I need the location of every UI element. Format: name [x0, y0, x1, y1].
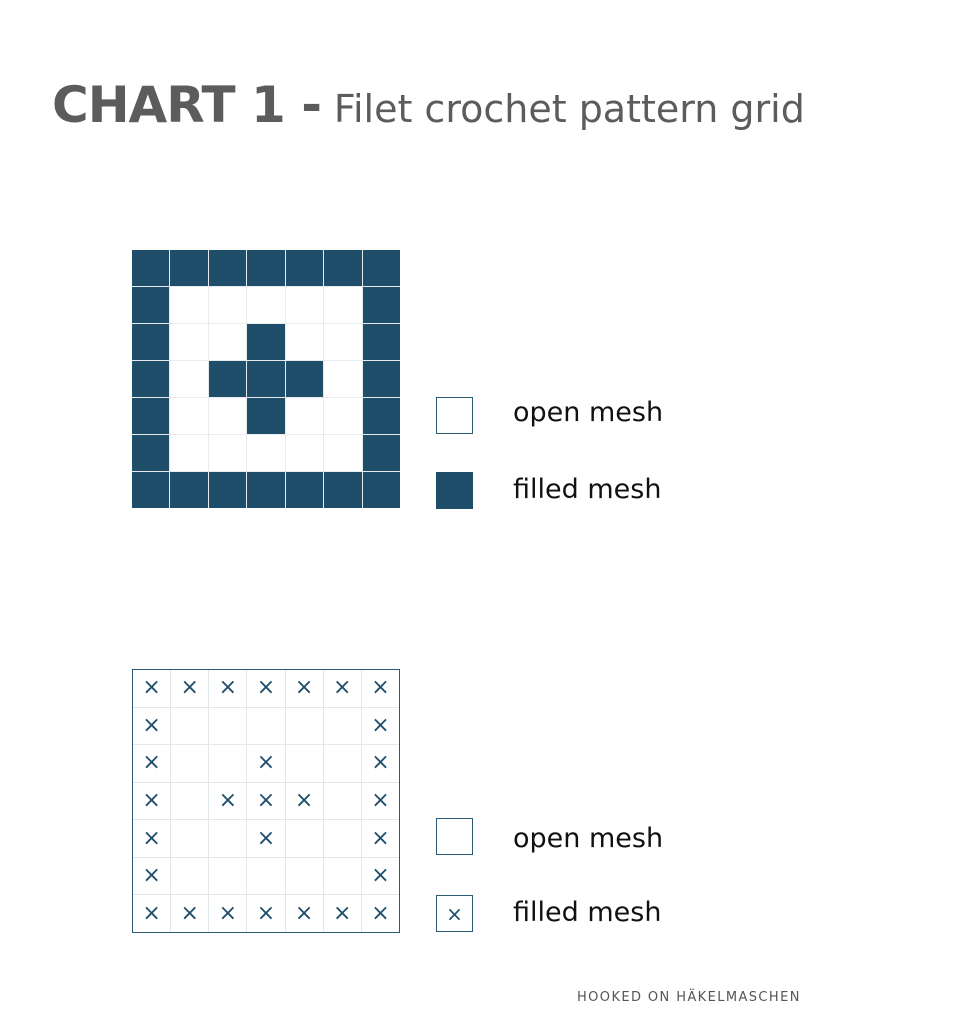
legend-cross-swatch	[436, 895, 473, 932]
open-mesh-cell	[324, 820, 361, 857]
open-mesh-cell	[286, 820, 323, 857]
cross-mesh-cell: ×	[133, 708, 170, 745]
filled-mesh-cell	[132, 250, 169, 286]
cross-mesh-cell: ×	[362, 820, 399, 857]
open-mesh-cell	[209, 398, 246, 434]
cross-mesh-cell: ×	[362, 858, 399, 895]
filled-mesh-cell	[363, 287, 400, 323]
filled-mesh-cell	[247, 361, 284, 397]
open-mesh-cell	[247, 708, 284, 745]
filled-mesh-cell	[286, 361, 323, 397]
cross-mesh-cell: ×	[133, 783, 170, 820]
open-mesh-cell	[209, 820, 246, 857]
open-mesh-cell	[209, 708, 246, 745]
open-mesh-cell	[170, 398, 207, 434]
cross-mesh-cell: ×	[362, 783, 399, 820]
open-mesh-cell	[324, 324, 361, 360]
open-mesh-cell	[247, 858, 284, 895]
filled-mesh-cell	[363, 472, 400, 508]
open-mesh-cell	[324, 287, 361, 323]
cross-mesh-cell: ×	[209, 895, 246, 932]
filled-mesh-cell	[132, 324, 169, 360]
title-main: CHART 1 -	[52, 76, 321, 134]
cross-mesh-cell: ×	[133, 858, 170, 895]
legend-filled-label-cross: filled mesh	[513, 897, 662, 928]
filled-mesh-cell	[247, 472, 284, 508]
filled-mesh-cell	[209, 361, 246, 397]
open-mesh-cell	[286, 324, 323, 360]
cross-mesh-cell: ×	[286, 783, 323, 820]
filled-mesh-cell	[247, 324, 284, 360]
open-mesh-cell	[286, 858, 323, 895]
open-mesh-cell	[171, 708, 208, 745]
open-mesh-cell	[247, 287, 284, 323]
cross-mesh-cell: ×	[247, 670, 284, 707]
open-mesh-cell	[324, 435, 361, 471]
cross-mesh-cell: ×	[133, 745, 170, 782]
solid-pattern-grid	[132, 250, 400, 508]
title-subtitle: Filet crochet pattern grid	[333, 87, 805, 131]
cross-mesh-cell: ×	[286, 895, 323, 932]
cross-mesh-cell: ×	[286, 670, 323, 707]
cross-mesh-cell: ×	[362, 895, 399, 932]
legend-filled-label: filled mesh	[513, 474, 662, 505]
open-mesh-cell	[247, 435, 284, 471]
cross-symbol-icon: ×	[446, 901, 463, 926]
open-mesh-cell	[286, 287, 323, 323]
cross-mesh-cell: ×	[247, 783, 284, 820]
cross-mesh-cell: ×	[247, 745, 284, 782]
filled-mesh-cell	[209, 472, 246, 508]
filled-mesh-cell	[324, 250, 361, 286]
open-mesh-cell	[324, 858, 361, 895]
filled-mesh-cell	[132, 287, 169, 323]
open-mesh-cell	[171, 783, 208, 820]
filled-mesh-cell	[363, 435, 400, 471]
open-mesh-cell	[170, 324, 207, 360]
legend-open-label: open mesh	[513, 397, 664, 428]
open-mesh-cell	[286, 745, 323, 782]
cross-mesh-cell: ×	[247, 895, 284, 932]
open-mesh-cell	[170, 435, 207, 471]
filled-mesh-cell	[363, 398, 400, 434]
legend-filled-swatch	[436, 472, 473, 509]
filled-mesh-cell	[286, 472, 323, 508]
cross-mesh-cell: ×	[171, 895, 208, 932]
open-mesh-cell	[209, 435, 246, 471]
open-mesh-cell	[171, 858, 208, 895]
legend-open-swatch	[436, 397, 473, 434]
filled-mesh-cell	[363, 250, 400, 286]
cross-mesh-cell: ×	[133, 895, 170, 932]
open-mesh-cell	[171, 820, 208, 857]
filled-mesh-cell	[363, 324, 400, 360]
cross-mesh-cell: ×	[209, 783, 246, 820]
filled-mesh-cell	[247, 398, 284, 434]
credit-text: HOOKED ON HÄKELMASCHEN	[577, 990, 801, 1005]
open-mesh-cell	[324, 745, 361, 782]
filled-mesh-cell	[132, 398, 169, 434]
open-mesh-cell	[286, 708, 323, 745]
open-mesh-cell	[324, 783, 361, 820]
cross-pattern-grid	[132, 669, 400, 933]
open-mesh-cell	[170, 361, 207, 397]
filled-mesh-cell	[132, 361, 169, 397]
open-mesh-cell	[324, 361, 361, 397]
filled-mesh-cell	[363, 361, 400, 397]
filled-mesh-cell	[132, 472, 169, 508]
cross-mesh-cell: ×	[209, 670, 246, 707]
cross-mesh-cell: ×	[362, 708, 399, 745]
cross-mesh-cell: ×	[247, 820, 284, 857]
open-mesh-cell	[209, 858, 246, 895]
open-mesh-cell	[324, 398, 361, 434]
filled-mesh-cell	[286, 250, 323, 286]
open-mesh-cell	[171, 745, 208, 782]
cross-mesh-cell: ×	[324, 670, 361, 707]
legend-open-swatch-cross	[436, 818, 473, 855]
cross-mesh-cell: ×	[133, 820, 170, 857]
filled-mesh-cell	[132, 435, 169, 471]
legend-open-label-cross: open mesh	[513, 823, 664, 854]
open-mesh-cell	[209, 745, 246, 782]
cross-mesh-cell: ×	[362, 745, 399, 782]
cross-mesh-cell: ×	[362, 670, 399, 707]
open-mesh-cell	[286, 398, 323, 434]
cross-mesh-cell: ×	[171, 670, 208, 707]
filled-mesh-cell	[209, 250, 246, 286]
page-title	[52, 76, 805, 134]
open-mesh-cell	[209, 324, 246, 360]
filled-mesh-cell	[324, 472, 361, 508]
cross-mesh-cell: ×	[133, 670, 170, 707]
filled-mesh-cell	[247, 250, 284, 286]
open-mesh-cell	[324, 708, 361, 745]
cross-mesh-cell: ×	[324, 895, 361, 932]
filled-mesh-cell	[170, 472, 207, 508]
open-mesh-cell	[209, 287, 246, 323]
filled-mesh-cell	[170, 250, 207, 286]
open-mesh-cell	[170, 287, 207, 323]
open-mesh-cell	[286, 435, 323, 471]
